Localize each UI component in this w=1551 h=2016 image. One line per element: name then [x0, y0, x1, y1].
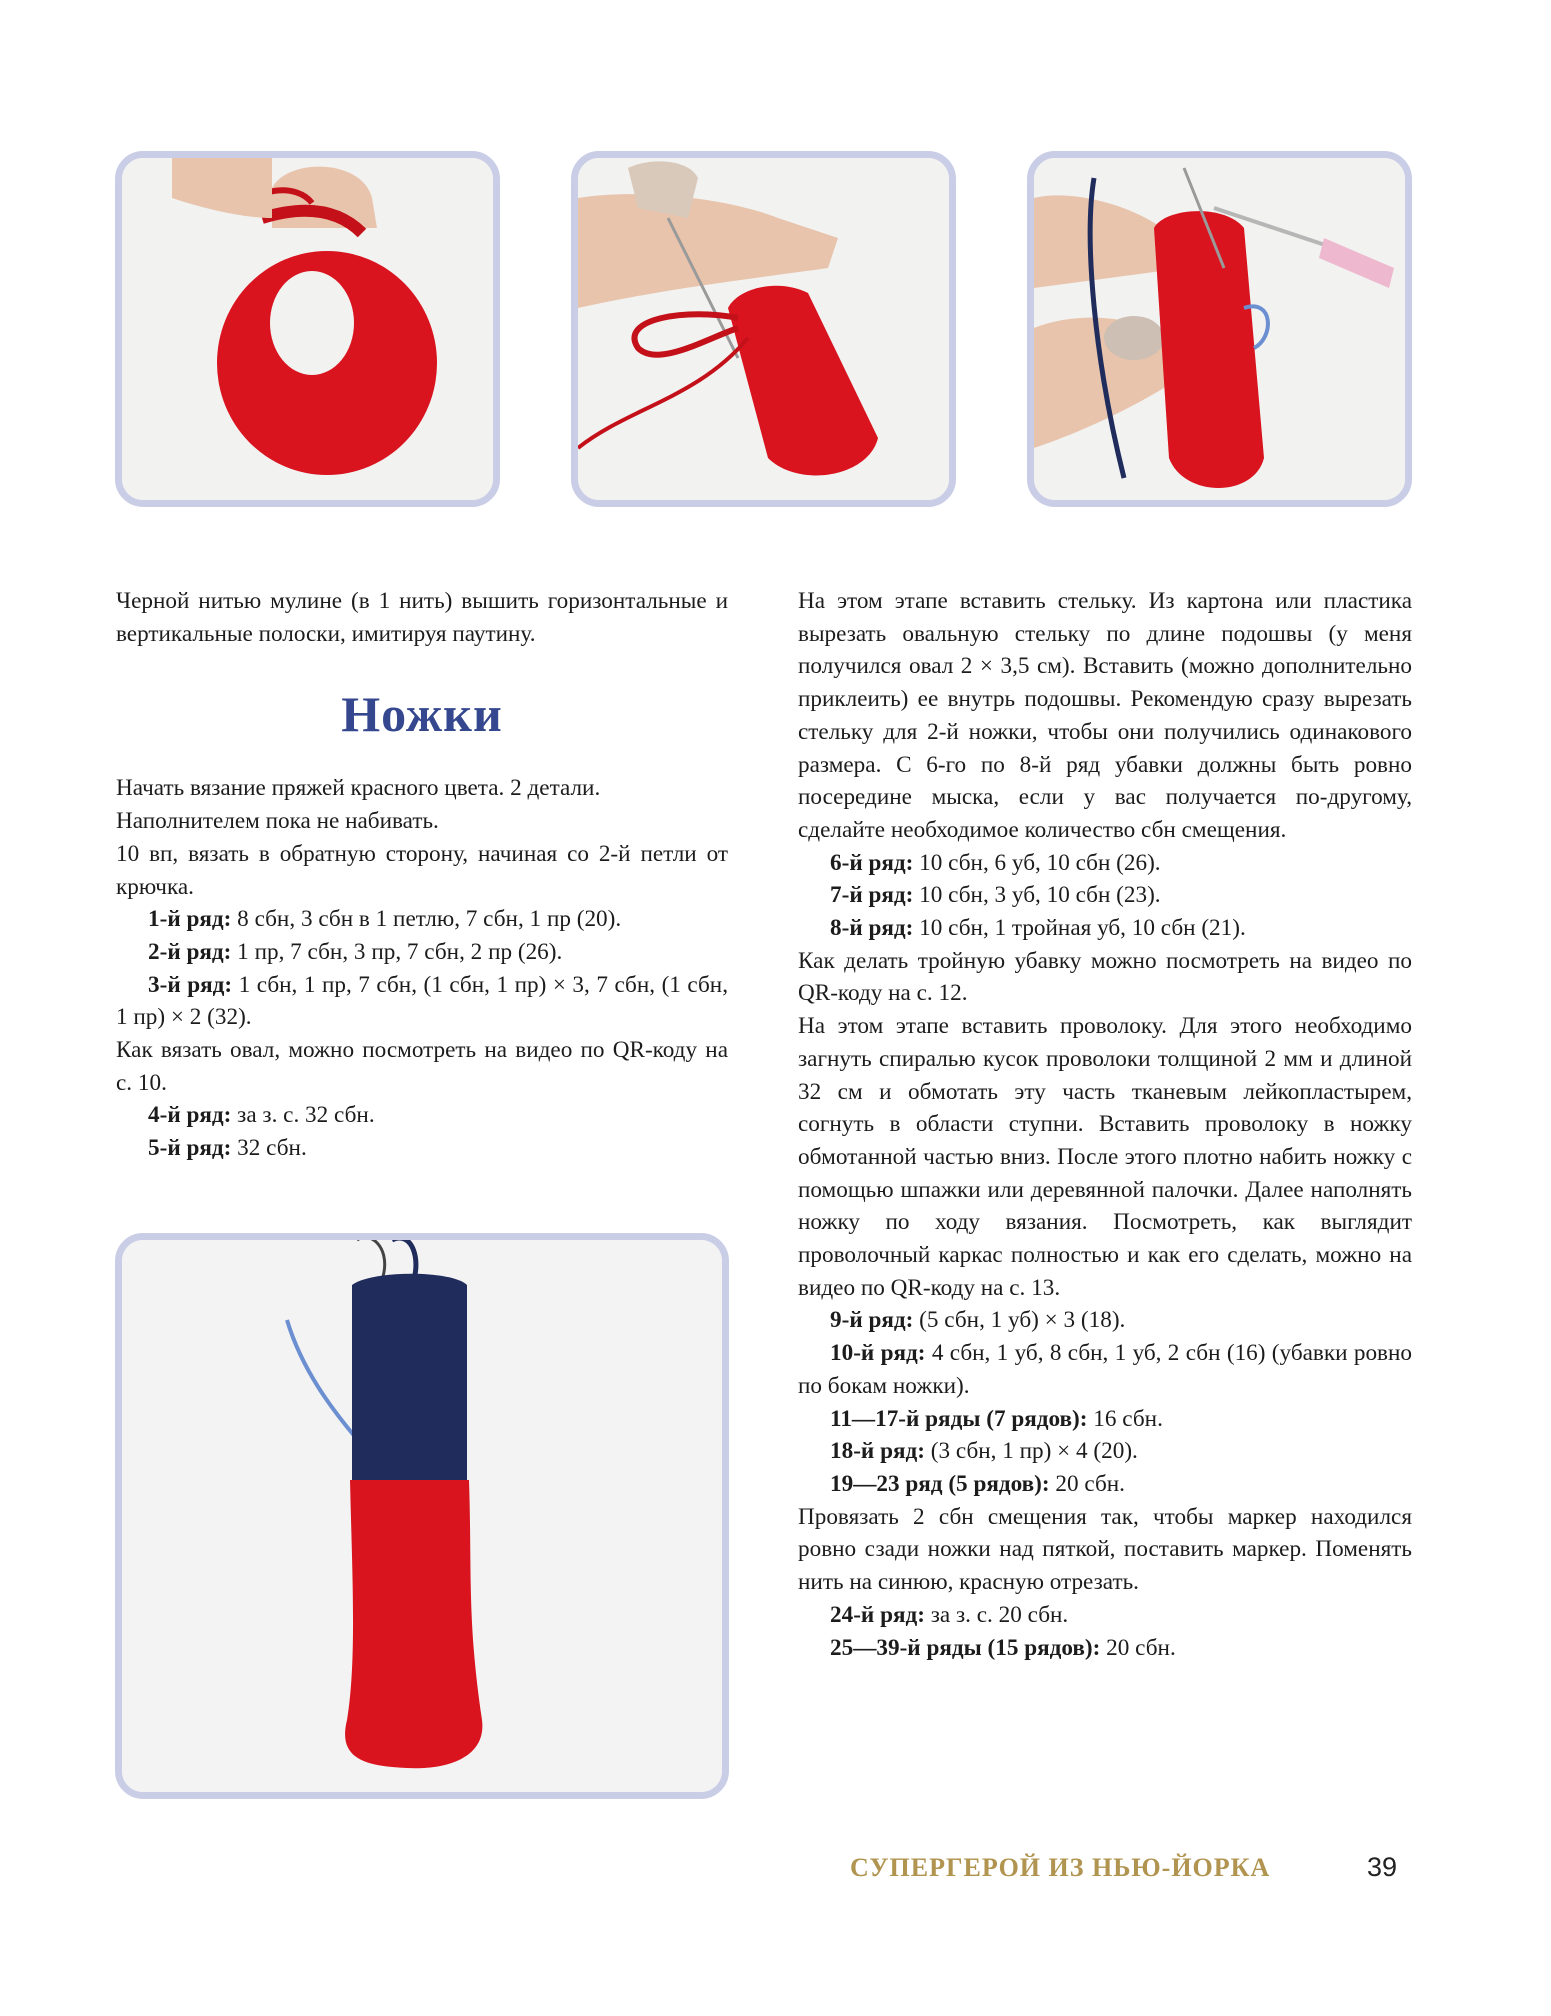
row-text: (5 сбн, 1 уб) × 3 (18).	[919, 1307, 1126, 1334]
row-text: за з. с. 32 сбн.	[237, 1102, 375, 1129]
row-instruction	[116, 1099, 728, 1132]
paragraph: Наполнителем пока не набивать.	[116, 808, 439, 835]
photo-finished-leg	[115, 1233, 729, 1799]
row-instruction	[798, 1435, 1412, 1468]
row-label: 19—23 ряд (5 рядов):	[830, 1470, 1050, 1497]
row-label: 6-й ряд:	[830, 849, 914, 876]
row-label: 25—39-й ряды (15 рядов):	[830, 1634, 1101, 1661]
section-title: Ножки	[341, 686, 503, 743]
row-label: 10-й ряд:	[830, 1340, 926, 1367]
row-instruction	[116, 936, 728, 969]
photo-oval-sole	[115, 151, 500, 507]
photo-sole-with-needle	[571, 151, 956, 507]
row-instruction	[798, 1599, 1412, 1632]
row-text: 10 сбн, 3 уб, 10 сбн (23).	[919, 882, 1161, 909]
paragraph: 10 вп, вязать в обратную сторону, начиная со 2-й петли от крючка.	[116, 840, 728, 900]
row-label: 1-й ряд:	[148, 906, 232, 933]
row-instruction	[116, 1132, 728, 1165]
paragraph: Как делать тройную убавку можно посмотреть на видео по QR-коду на с. 12.	[798, 947, 1412, 1007]
paragraph: Провязать 2 сбн смещения так, чтобы маркер находился ровно сзади ножки над пяткой, поставить маркер. Поменять нить на синюю, красную отрезать.	[798, 1503, 1412, 1596]
right-column	[798, 585, 1412, 1664]
row-instruction	[798, 1304, 1412, 1337]
row-label: 3-й ряд:	[148, 971, 233, 998]
row-text: 1 сбн, 1 пр, 7 сбн, (1 сбн, 1 пр) × 3, 7 сбн, (1 сбн, 1 пр) × 2 (32).	[116, 971, 728, 1031]
photo-leg-with-hook	[1027, 151, 1412, 507]
paragraph: Начать вязание пряжей красного цвета. 2 детали.	[116, 775, 601, 802]
row-label: 11—17-й ряды (7 рядов):	[830, 1405, 1088, 1432]
row-instruction	[116, 969, 728, 1034]
row-instruction	[116, 903, 728, 936]
row-label: 18-й ряд:	[830, 1438, 925, 1465]
row-label: 2-й ряд:	[148, 938, 232, 965]
footer-title: СУПЕРГЕРОЙ ИЗ НЬЮ-ЙОРКА	[850, 1853, 1271, 1882]
row-text: 4 сбн, 1 уб, 8 сбн, 1 уб, 2 сбн (16) (убавки ровно по бокам ножки).	[798, 1340, 1412, 1399]
row-instruction	[798, 879, 1412, 912]
left-column	[116, 585, 728, 1165]
row-instruction	[798, 1632, 1412, 1665]
row-text: (3 сбн, 1 пр) × 4 (20).	[930, 1438, 1138, 1465]
row-label: 5-й ряд:	[148, 1135, 232, 1162]
paragraph: На этом этапе вставить проволоку. Для этого необходимо загнуть спиралью кусок проволоки толщиной 2 мм и длиной 32 см и обмотать эту часть тканевым лейкопластырем, согнуть в области ступни. Вставить проволоку в ножку обмотанной частью вниз. После этого плотно набить ножку с помощью шпажки или деревянной палочки. Далее наполнять ножку по ходу вязания. Посмотреть, как выглядит проволочный каркас полностью и как его сделать, можно на видео по QR-коду на с. 13.	[798, 1013, 1412, 1301]
row-text: 8 сбн, 3 сбн в 1 петлю, 7 сбн, 1 пр (20).	[237, 906, 622, 933]
intro-paragraph: Черной нитью мулине (в 1 нить) вышить горизонтальные и вертикальные полоски, имитируя паутину.	[116, 588, 728, 647]
row-instruction	[798, 1337, 1412, 1402]
row-label: 9-й ряд:	[830, 1307, 914, 1334]
row-label: 7-й ряд:	[830, 882, 914, 909]
row-instruction	[798, 912, 1412, 945]
row-text: 16 сбн.	[1093, 1405, 1163, 1432]
row-instruction	[798, 1403, 1412, 1436]
row-text: 20 сбн.	[1106, 1634, 1176, 1661]
row-text: 1 пр, 7 сбн, 3 пр, 7 сбн, 2 пр (26).	[237, 938, 563, 965]
row-text: 32 сбн.	[237, 1135, 307, 1162]
row-text: за з. с. 20 сбн.	[930, 1601, 1069, 1628]
row-instruction	[798, 847, 1412, 880]
row-text: 10 сбн, 6 уб, 10 сбн (26).	[919, 849, 1161, 876]
row-instruction	[798, 1468, 1412, 1501]
paragraph: Как вязать овал, можно посмотреть на видео по QR-коду на с. 10.	[116, 1037, 728, 1096]
paragraph: На этом этапе вставить стельку. Из картона или пластика вырезать овальную стельку по длине подошвы (у меня получился овал 2 × 3,5 см). Вставить (можно дополнительно приклеить) ее внутрь подошвы. Рекомендую сразу вырезать стельку для 2-й ножки, чтобы они получились одинакового размера. С 6-го по 8-й ряд убавки должны быть ровно посередине мыска, если у вас получается по-другому, сделайте необходимое количество сбн смещения.	[798, 588, 1412, 843]
page-number: 39	[1367, 1852, 1398, 1882]
row-text: 20 сбн.	[1055, 1470, 1125, 1497]
row-label: 8-й ряд:	[830, 915, 914, 942]
row-text: 10 сбн, 1 тройная уб, 10 сбн (21).	[919, 915, 1246, 942]
row-label: 24-й ряд:	[830, 1601, 925, 1628]
row-label: 4-й ряд:	[148, 1102, 232, 1129]
